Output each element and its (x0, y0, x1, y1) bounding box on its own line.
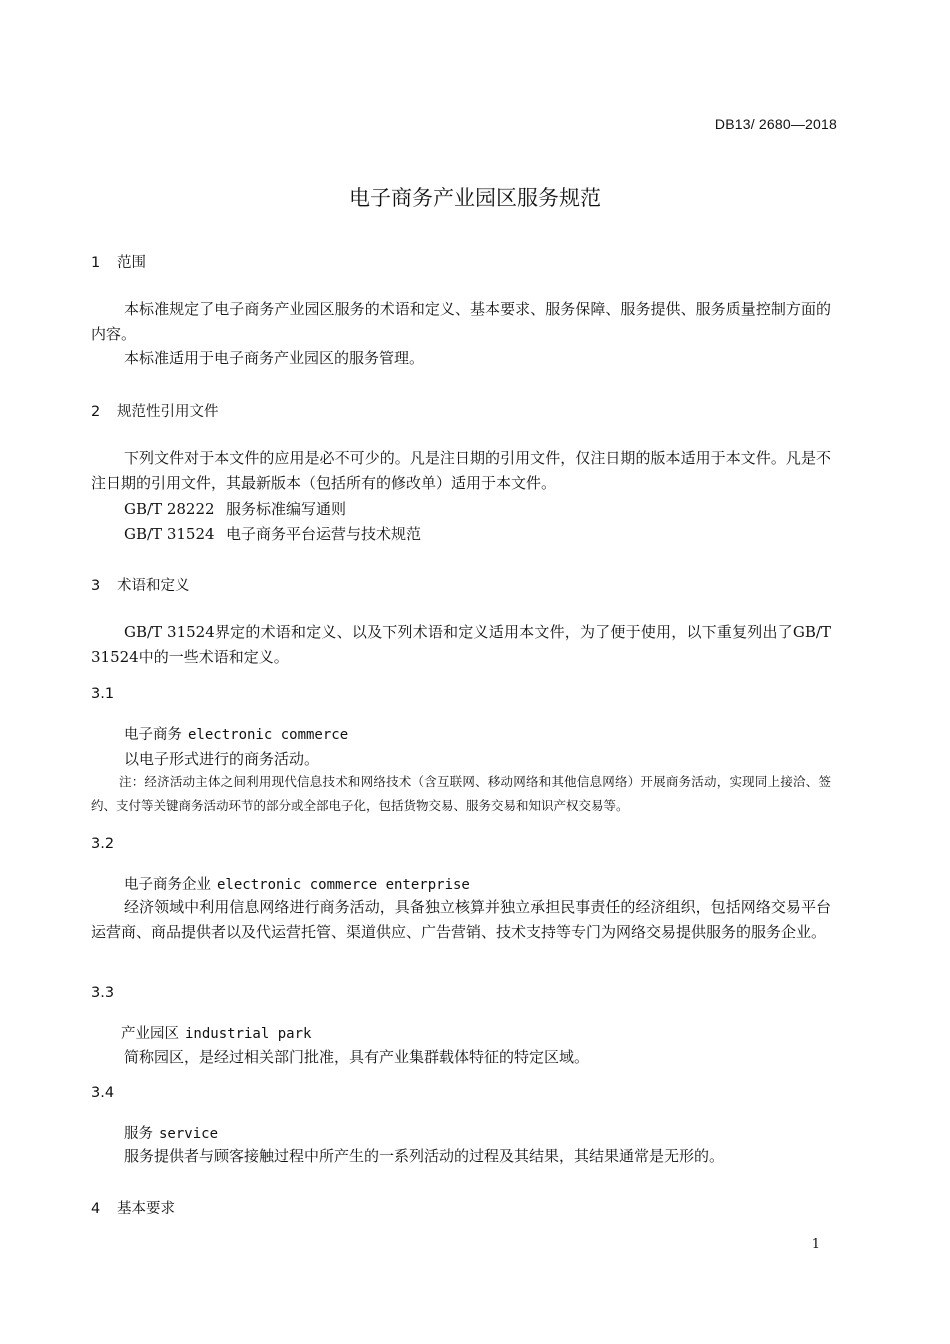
term-entry (124, 1122, 218, 1143)
term-zh: 电子商务 (124, 727, 182, 743)
term-entry (121, 1022, 311, 1043)
section-number: 3 (91, 578, 101, 594)
term-definition: 以电子形式进行的商务活动。 (124, 750, 320, 768)
reference-code: GB/T 28222 (124, 500, 215, 518)
section-title: 术语和定义 (117, 578, 190, 594)
term-definition: 经济领域中利用信息网络进行商务活动，具备独立核算并独立承担民事责任的经济组织，包括网络交易平台运营商、商品提供者以及代运营托管、渠道供应、广告营销、技术支持等专门为网络交易提供服务的服务企业。 (91, 898, 831, 941)
section-heading-normative-references (91, 400, 219, 421)
paragraph: 本标准规定了电子商务产业园区服务的术语和定义、基本要求、服务保障、服务提供、服务质量控制方面的内容。 (91, 300, 831, 343)
paragraph: 本标准适用于电子商务产业园区的服务管理。 (124, 349, 425, 367)
term-number: 3.4 (91, 1085, 115, 1101)
section-title: 基本要求 (117, 1201, 175, 1217)
term-number: 3.1 (91, 686, 115, 702)
section-number: 2 (91, 404, 101, 420)
reference-item (124, 498, 346, 519)
term-en: electronic commerce enterprise (217, 877, 470, 893)
term-number: 3.3 (91, 985, 115, 1001)
paragraph: 下列文件对于本文件的应用是必不可少的。凡是注日期的引用文件，仅注日期的版本适用于本文件。凡是不注日期的引用文件，其最新版本（包括所有的修改单）适用于本文件。 (91, 449, 831, 492)
term-zh: 电子商务企业 (124, 877, 211, 893)
term-number: 3.2 (91, 836, 115, 852)
page-number: 1 (811, 1237, 820, 1252)
term-entry (124, 723, 348, 744)
document-title: 电子商务产业园区服务规范 (349, 186, 601, 210)
term-en: industrial park (185, 1026, 312, 1042)
term-en: service (159, 1126, 219, 1142)
term-entry (124, 873, 470, 894)
section-heading-basic-requirements (91, 1197, 175, 1218)
term-zh: 产业园区 (121, 1026, 179, 1042)
paragraph: GB/T 31524界定的术语和定义、以及下列术语和定义适用本文件，为了便于使用，以下重复列出了GB/T 31524中的一些术语和定义。 (91, 623, 831, 666)
section-number: 4 (91, 1201, 101, 1217)
term-definition: 简称园区，是经过相关部门批准，具有产业集群载体特征的特定区域。 (124, 1048, 590, 1066)
section-number: 1 (91, 255, 101, 271)
reference-name: 服务标准编写通则 (226, 500, 347, 518)
term-en: electronic commerce (188, 727, 349, 743)
document-code: DB13/ 2680—2018 (714, 116, 837, 132)
reference-name: 电子商务平台运营与技术规范 (226, 525, 422, 543)
reference-item (124, 523, 421, 544)
term-note: 注：经济活动主体之间利用现代信息技术和网络技术（含互联网、移动网络和其他信息网络）开展商务活动，实现同上接洽、签约、支付等关键商务活动环节的部分或全部电子化，包括货物交易、服务交易和知识产权交易等。 (91, 774, 831, 813)
section-title: 规范性引用文件 (117, 404, 219, 420)
reference-code: GB/T 31524 (124, 525, 215, 543)
section-heading-terms (91, 574, 190, 595)
section-title: 范围 (117, 255, 146, 271)
term-zh: 服务 (124, 1126, 153, 1142)
section-heading-scope (91, 251, 146, 272)
term-definition: 服务提供者与顾客接触过程中所产生的一系列活动的过程及其结果，其结果通常是无形的。 (124, 1147, 725, 1165)
